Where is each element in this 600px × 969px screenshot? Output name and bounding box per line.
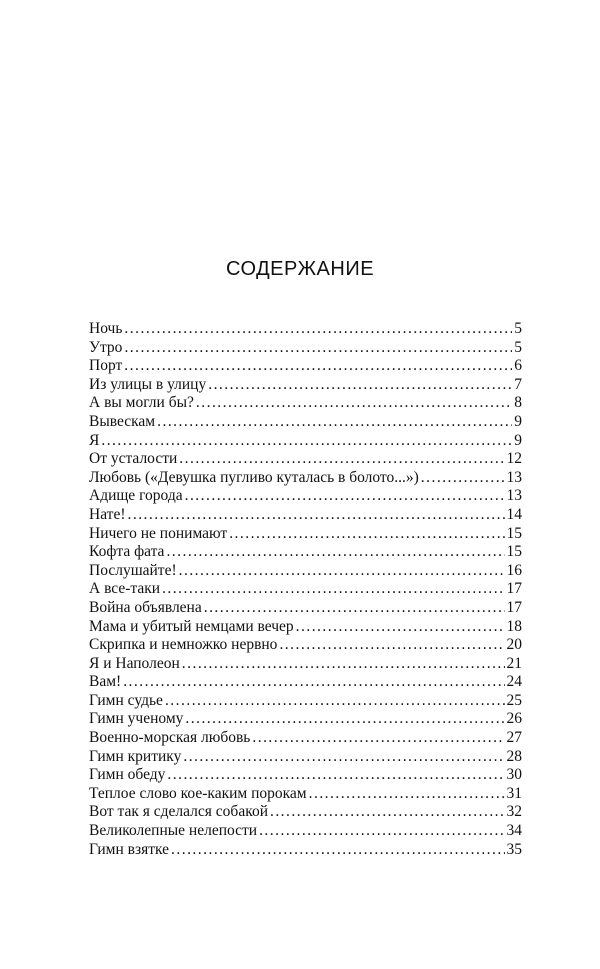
toc-entry [89,339,522,358]
toc-entry [89,320,522,339]
toc-entry-title: Ночь [89,320,123,337]
toc-entry-page-number: 18 [506,617,522,635]
toc-entry-page-number: 24 [506,673,522,691]
toc-dot-leader [128,506,505,525]
toc-entry-page-number: 12 [506,450,522,468]
toc-entry-title: Вот так я сделался собакой [89,803,268,821]
toc-dot-leader [157,413,512,432]
toc-entry [89,357,522,376]
toc-entry [89,748,522,767]
toc-dot-leader [185,710,504,729]
toc-entry-title: Гимн ученому [89,710,184,728]
toc-dot-leader [204,599,505,618]
toc-entry-page-number: 17 [506,580,522,598]
toc-dot-leader [279,636,504,655]
toc-dot-leader [124,357,512,376]
toc-entry [89,803,522,822]
toc-entry [89,394,522,413]
toc-dot-leader [166,543,504,562]
toc-entry-page-number: 6 [514,357,522,375]
toc-dot-leader [123,673,504,692]
toc-entry-title: А вы могли бы? [89,394,194,412]
toc-entry-page-number: 5 [514,320,522,337]
toc-dot-leader [124,320,512,339]
toc-entry-page-number: 8 [514,394,522,412]
toc-dot-leader [183,748,504,767]
toc-dot-leader [167,766,504,785]
toc-dot-leader [296,618,505,637]
toc-entry-title: Гимн обеду [89,766,166,784]
toc-entry-page-number: 27 [506,729,522,747]
toc-entry [89,487,522,506]
toc-entry [89,673,522,692]
toc-entry [89,692,522,711]
toc-entry-title: Кофта фата [89,543,165,561]
toc-entry [89,432,522,451]
toc-entry-page-number: 31 [506,784,522,802]
toc-dot-leader [309,785,505,804]
toc-entry-page-number: 14 [506,505,522,523]
toc-entry-title: Адище города [89,487,183,505]
toc-entry-title: Послушайте! [89,561,177,579]
toc-entry-title: Я [89,431,100,449]
toc-entry-title: Гимн взятке [89,840,170,858]
toc-entry-title: Из улицы в улицу [89,375,207,393]
toc-dot-leader [171,841,504,860]
table-of-contents [89,320,522,859]
toc-entry-page-number: 5 [514,338,522,356]
toc-entry-page-number: 16 [506,561,522,579]
toc-entry [89,580,522,599]
toc-entry-title: Мама и убитый немцами вечер [89,617,294,635]
toc-dot-leader [270,803,505,822]
toc-entry-title: Порт [89,357,123,375]
toc-dot-leader [179,450,504,469]
toc-dot-leader [421,469,505,488]
toc-entry-title: Нате! [89,505,126,523]
toc-dot-leader [185,487,505,506]
toc-entry-page-number: 9 [514,431,522,449]
toc-entry-page-number: 15 [506,543,522,561]
toc-entry-page-number: 21 [506,654,522,672]
toc-entry [89,822,522,841]
toc-entry [89,543,522,562]
toc-dot-leader [252,729,504,748]
toc-dot-leader [229,525,504,544]
toc-entry [89,376,522,395]
toc-dot-leader [165,692,505,711]
toc-dot-leader [124,339,512,358]
toc-entry-title: Вывескам [89,412,156,430]
toc-entry-page-number: 13 [506,468,522,486]
toc-entry-page-number: 20 [506,636,522,654]
toc-entry-page-number: 17 [506,598,522,616]
toc-entry [89,710,522,729]
toc-entry-page-number: 28 [506,747,522,765]
toc-entry [89,618,522,637]
toc-entry [89,506,522,525]
toc-entry [89,636,522,655]
contents-heading: СОДЕРЖАНИЕ [225,258,375,280]
toc-entry [89,599,522,618]
toc-entry-title: Ничего не понимают [89,524,228,542]
toc-entry-title: Гимн критику [89,747,182,765]
toc-entry-title: Военно-морская любовь [89,729,251,747]
toc-entry-title: Любовь («Девушка пугливо куталась в болото...») [89,468,419,486]
toc-entry-title: От усталости [89,450,178,468]
toc-entry-page-number: 30 [506,766,522,784]
toc-dot-leader [208,376,512,395]
toc-entry [89,655,522,674]
toc-dot-leader [179,562,505,581]
toc-entry [89,469,522,488]
toc-entry-title: Теплое слово кое-каким порокам [89,784,307,802]
toc-entry-title: Великолепные нелепости [89,822,258,840]
toc-entry-page-number: 26 [506,710,522,728]
toc-entry-title: Война объявлена [89,598,202,616]
toc-entry [89,841,522,860]
toc-entry [89,729,522,748]
toc-entry-title: Гимн судье [89,691,163,709]
toc-entry-page-number: 25 [506,691,522,709]
toc-entry-page-number: 32 [506,803,522,821]
toc-dot-leader [101,432,512,451]
toc-entry [89,562,522,581]
toc-entry-title: Я и Наполеон [89,654,180,672]
toc-entry-page-number: 15 [506,524,522,542]
toc-dot-leader [196,394,512,413]
toc-entry [89,525,522,544]
toc-entry [89,450,522,469]
toc-entry-title: Утро [89,338,123,356]
toc-entry [89,413,522,432]
toc-entry-page-number: 7 [514,375,522,393]
toc-entry-page-number: 35 [506,840,522,858]
toc-entry [89,766,522,785]
toc-dot-leader [259,822,504,841]
toc-entry-page-number: 34 [506,822,522,840]
toc-dot-leader [162,580,504,599]
toc-dot-leader [182,655,505,674]
toc-entry-title: Скрипка и немножко нервно [89,636,278,654]
toc-entry-title: А все-таки [89,580,161,598]
toc-entry-page-number: 13 [506,487,522,505]
toc-entry [89,785,522,804]
toc-entry-page-number: 9 [514,412,522,430]
toc-entry-title: Вам! [89,673,122,691]
